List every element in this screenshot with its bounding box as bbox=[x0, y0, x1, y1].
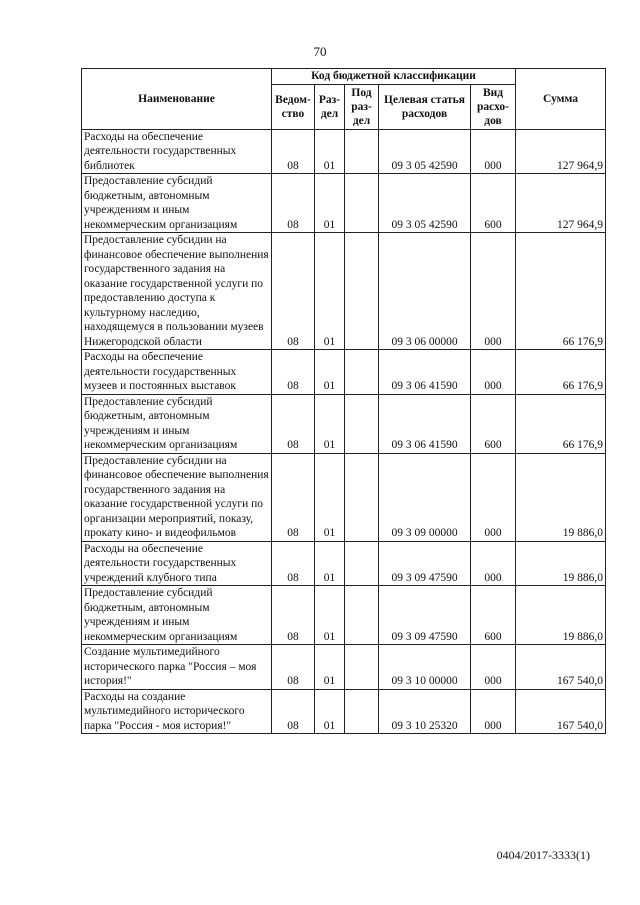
row-amount: 19 886,0 bbox=[516, 541, 606, 586]
budget-table bbox=[81, 68, 606, 734]
table-row bbox=[82, 689, 606, 734]
row-target-item: 09 3 06 41590 bbox=[379, 394, 471, 453]
table-row bbox=[82, 350, 606, 395]
row-amount: 127 964,9 bbox=[516, 129, 606, 174]
row-name: Расходы на создание мультимедийного исторического парка "Россия - моя история!" bbox=[82, 689, 272, 734]
row-amount: 19 886,0 bbox=[516, 453, 606, 541]
row-section: 01 bbox=[315, 586, 345, 645]
row-department: 08 bbox=[272, 645, 315, 690]
row-department: 08 bbox=[272, 394, 315, 453]
row-amount: 66 176,9 bbox=[516, 350, 606, 395]
row-name: Предоставление субсидий бюджетным, автономным учреждениям и иным некоммерческим организациям bbox=[82, 174, 272, 233]
row-amount: 167 540,0 bbox=[516, 645, 606, 690]
table-row bbox=[82, 453, 606, 541]
row-department: 08 bbox=[272, 174, 315, 233]
header-department: Ведом-ство bbox=[272, 84, 315, 129]
header-amount: Сумма bbox=[516, 69, 606, 130]
row-subsection bbox=[345, 645, 379, 690]
row-target-item: 09 3 06 00000 bbox=[379, 233, 471, 350]
row-amount: 66 176,9 bbox=[516, 394, 606, 453]
row-subsection bbox=[345, 689, 379, 734]
row-section: 01 bbox=[315, 541, 345, 586]
row-name: Расходы на обеспечение деятельности государственных музеев и постоянных выставок bbox=[82, 350, 272, 395]
row-name: Предоставление субсидий бюджетным, автономным учреждениям и иным некоммерческим организациям bbox=[82, 586, 272, 645]
row-amount: 167 540,0 bbox=[516, 689, 606, 734]
row-expense-type: 000 bbox=[471, 645, 516, 690]
table-row bbox=[82, 174, 606, 233]
row-expense-type: 000 bbox=[471, 541, 516, 586]
header-name: Наименование bbox=[82, 69, 272, 130]
table-row bbox=[82, 645, 606, 690]
row-subsection bbox=[345, 174, 379, 233]
row-subsection bbox=[345, 394, 379, 453]
header-expense-type: Вид расхо-дов bbox=[471, 84, 516, 129]
row-department: 08 bbox=[272, 689, 315, 734]
row-section: 01 bbox=[315, 233, 345, 350]
row-department: 08 bbox=[272, 453, 315, 541]
row-expense-type: 000 bbox=[471, 689, 516, 734]
table-row bbox=[82, 541, 606, 586]
document-number: 0404/2017-3333(1) bbox=[496, 848, 590, 862]
row-expense-type: 600 bbox=[471, 394, 516, 453]
row-department: 08 bbox=[272, 233, 315, 350]
row-amount: 127 964,9 bbox=[516, 174, 606, 233]
row-name: Предоставление субсидии на финансовое обеспечение выполнения государственного задания на оказание государственной услуги по предоставлению доступа к культурному наследию, находящемуся в пользовании музеев Нижегородской области bbox=[82, 233, 272, 350]
row-subsection bbox=[345, 586, 379, 645]
row-target-item: 09 3 09 00000 bbox=[379, 453, 471, 541]
page-number: 70 bbox=[313, 44, 327, 59]
header-classification-group: Код бюджетной классификации bbox=[272, 69, 516, 85]
row-subsection bbox=[345, 129, 379, 174]
row-amount: 19 886,0 bbox=[516, 586, 606, 645]
row-subsection bbox=[345, 541, 379, 586]
row-name: Предоставление субсидий бюджетным, автономным учреждениям и иным некоммерческим организациям bbox=[82, 394, 272, 453]
row-expense-type: 600 bbox=[471, 586, 516, 645]
row-section: 01 bbox=[315, 350, 345, 395]
row-target-item: 09 3 05 42590 bbox=[379, 129, 471, 174]
row-target-item: 09 3 05 42590 bbox=[379, 174, 471, 233]
row-department: 08 bbox=[272, 350, 315, 395]
row-department: 08 bbox=[272, 586, 315, 645]
row-target-item: 09 3 10 00000 bbox=[379, 645, 471, 690]
row-section: 01 bbox=[315, 174, 345, 233]
row-expense-type: 000 bbox=[471, 350, 516, 395]
row-name: Предоставление субсидии на финансовое обеспечение выполнения государственного задания на оказание государственной услуги по организации мероприятий, показу, прокату кино- и видеофильмов bbox=[82, 453, 272, 541]
row-name: Расходы на обеспечение деятельности государственных учреждений клубного типа bbox=[82, 541, 272, 586]
row-subsection bbox=[345, 453, 379, 541]
row-section: 01 bbox=[315, 689, 345, 734]
table-row bbox=[82, 129, 606, 174]
row-target-item: 09 3 10 25320 bbox=[379, 689, 471, 734]
header-target-item: Целевая статья расходов bbox=[379, 84, 471, 129]
row-section: 01 bbox=[315, 645, 345, 690]
row-amount: 66 176,9 bbox=[516, 233, 606, 350]
table-row bbox=[82, 394, 606, 453]
header-section: Раз-дел bbox=[315, 84, 345, 129]
row-section: 01 bbox=[315, 394, 345, 453]
row-subsection bbox=[345, 233, 379, 350]
row-expense-type: 600 bbox=[471, 174, 516, 233]
row-department: 08 bbox=[272, 541, 315, 586]
row-subsection bbox=[345, 350, 379, 395]
table-row bbox=[82, 233, 606, 350]
row-name: Расходы на обеспечение деятельности государственных библиотек bbox=[82, 129, 272, 174]
row-expense-type: 000 bbox=[471, 129, 516, 174]
row-section: 01 bbox=[315, 129, 345, 174]
row-expense-type: 000 bbox=[471, 233, 516, 350]
row-section: 01 bbox=[315, 453, 345, 541]
header-row-top bbox=[82, 69, 606, 85]
row-target-item: 09 3 06 41590 bbox=[379, 350, 471, 395]
row-target-item: 09 3 09 47590 bbox=[379, 541, 471, 586]
row-expense-type: 000 bbox=[471, 453, 516, 541]
row-target-item: 09 3 09 47590 bbox=[379, 586, 471, 645]
header-subsection: Под раз-дел bbox=[345, 84, 379, 129]
table-row bbox=[82, 586, 606, 645]
row-name: Создание мультимедийного исторического парка "Россия – моя история!" bbox=[82, 645, 272, 690]
row-department: 08 bbox=[272, 129, 315, 174]
